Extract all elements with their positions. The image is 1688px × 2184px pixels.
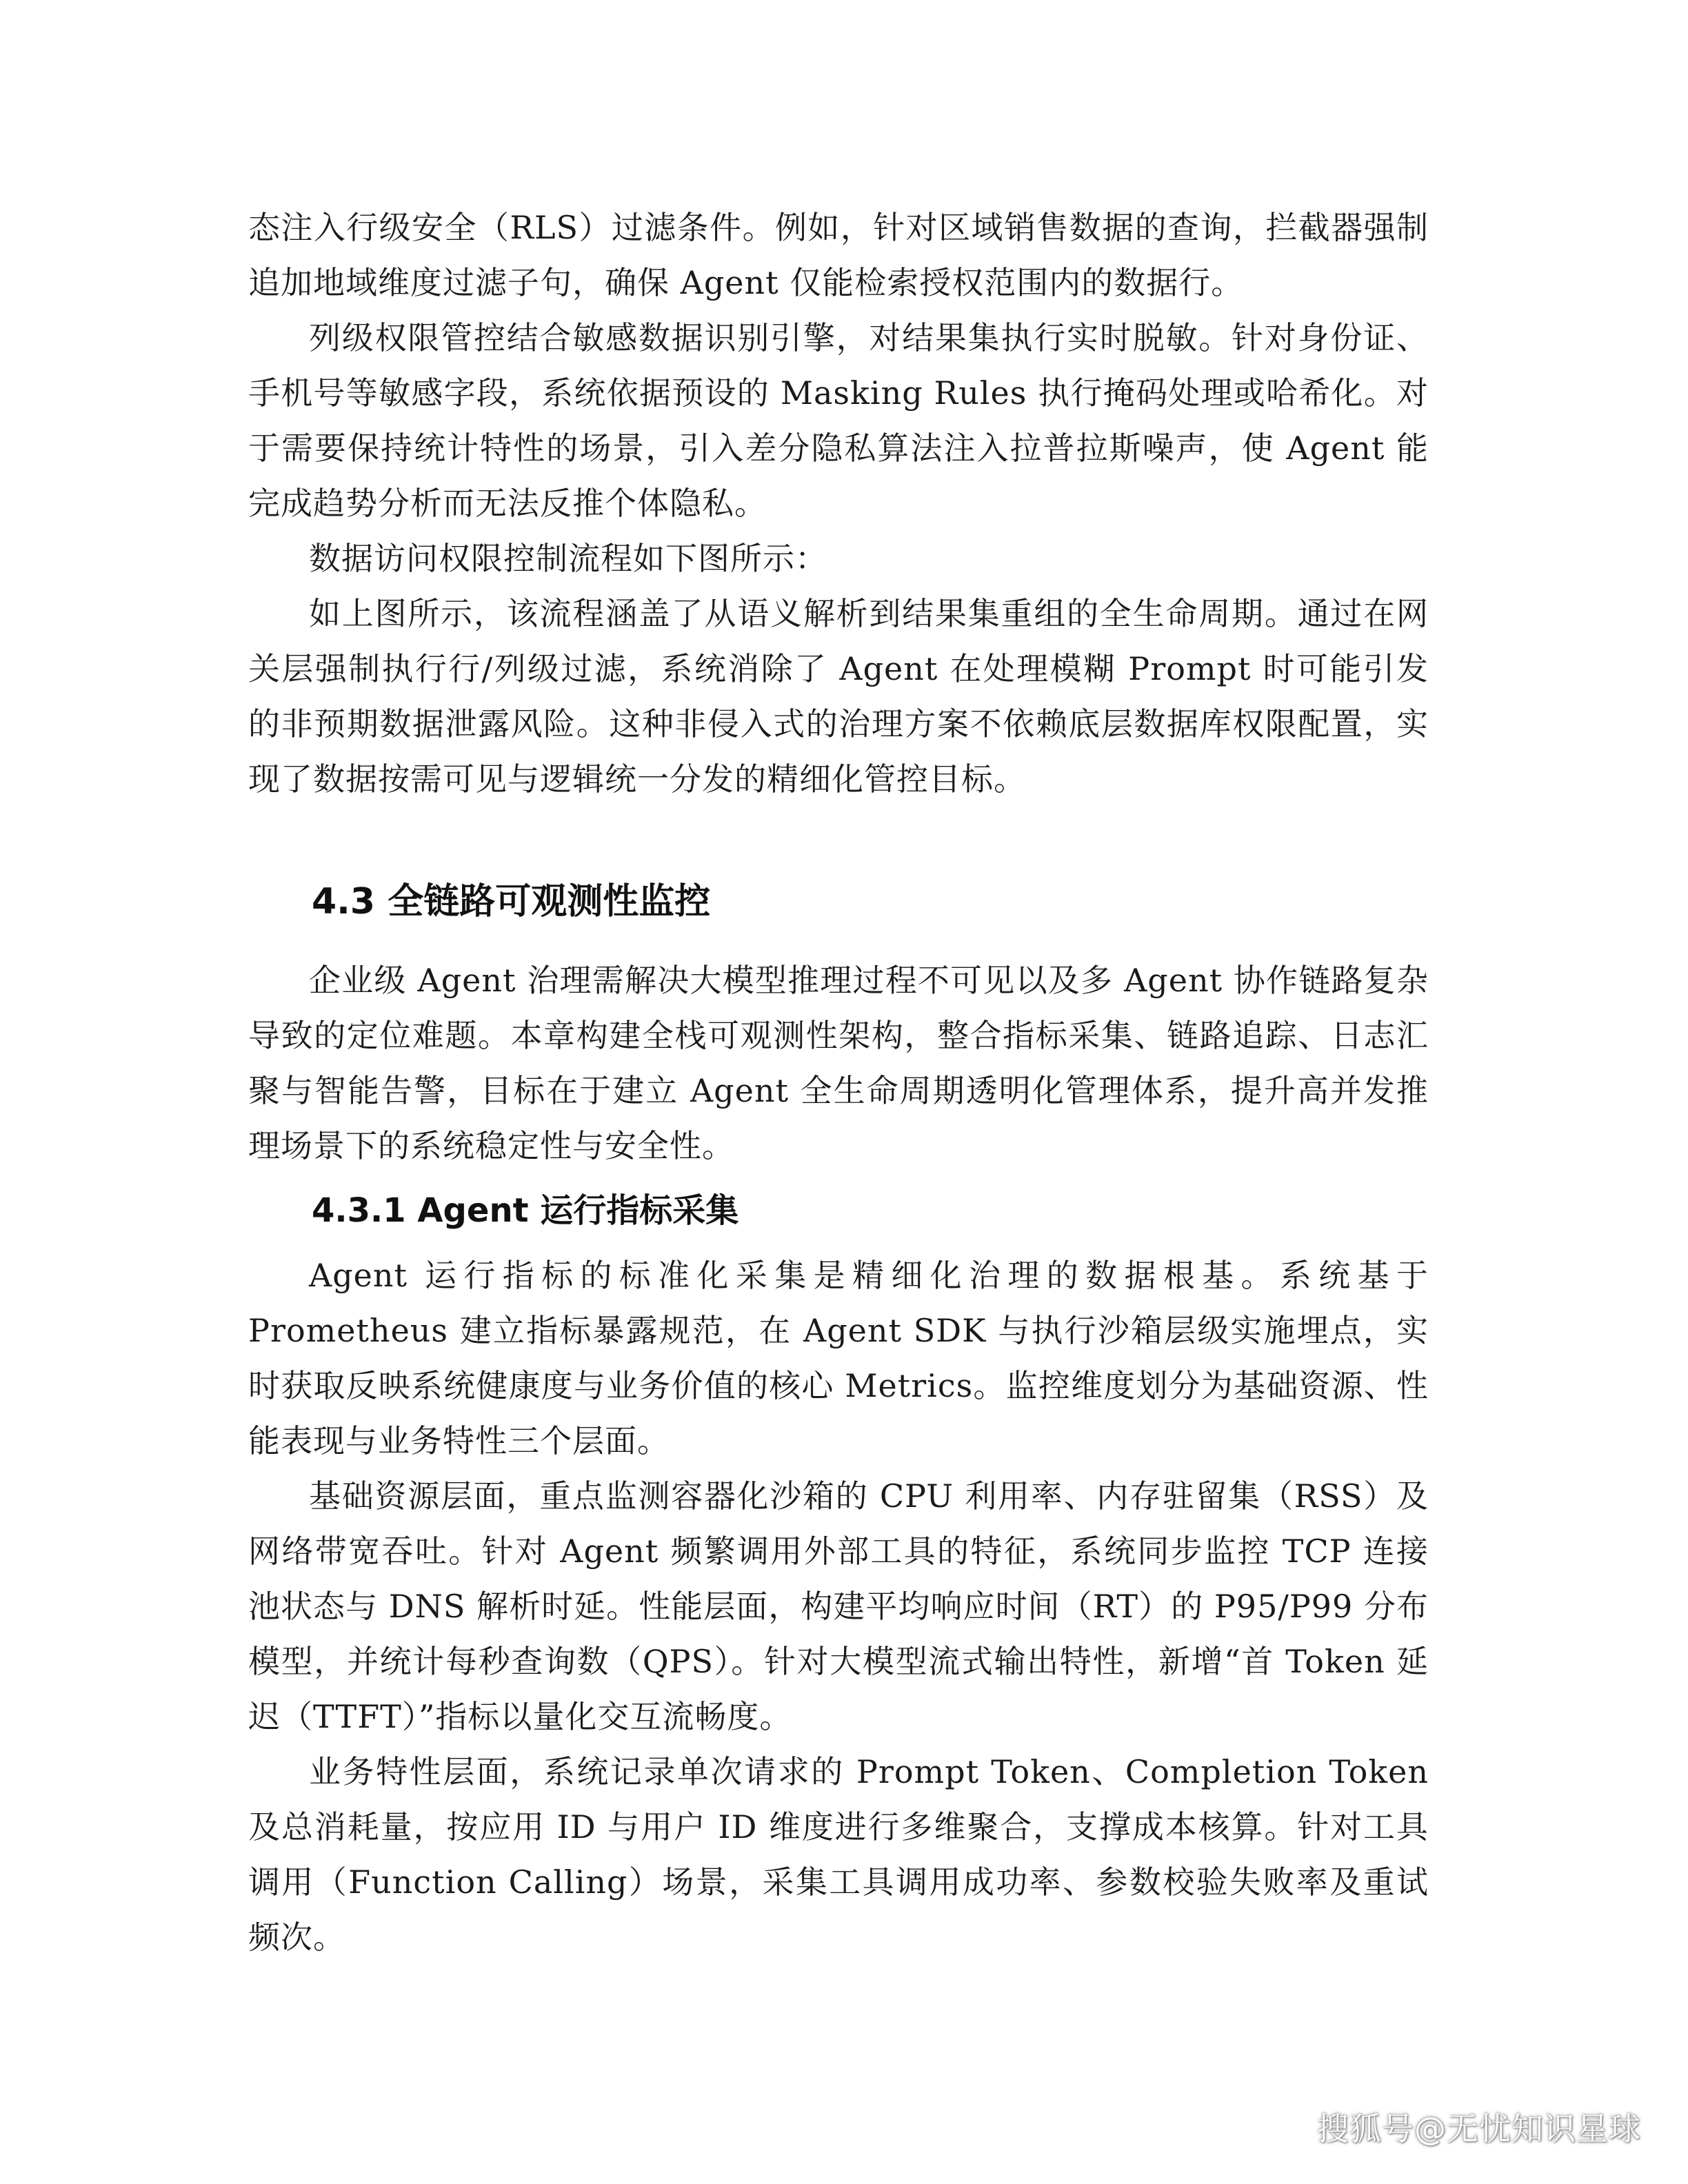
- paragraph-metrics-foundation: Agent 运行指标的标准化采集是精细化治理的数据根基。系统基于 Prometheus 建立指标暴露规范，在 Agent SDK 与执行沙箱层级实施埋点，实时获取反映系统健康度与业务价值的核心 Metrics。监控维度划分为基础资源、性能表现与业务特性三个层面。: [248, 1257, 1429, 1459]
- paragraph-column-masking: 列级权限管控结合敏感数据识别引擎，对结果集执行实时脱敏。针对身份证、手机号等敏感字段，系统依据预设的 Masking Rules 执行掩码处理或哈希化。对于需要保持统计特性的场景，引入差分隐私算法注入拉普拉斯噪声，使 Agent 能完成趋势分析而无法反推个体隐私。: [248, 319, 1429, 522]
- section-heading-4-3-1: 4.3.1 Agent 运行指标采集: [312, 1191, 739, 1230]
- paragraph-figure-summary: 如上图所示，该流程涵盖了从语义解析到结果集重组的全生命周期。通过在网关层强制执行行/列级过滤，系统消除了 Agent 在处理模糊 Prompt 时可能引发的非预期数据泄露风险。这种非侵入式的治理方案不依赖底层数据库权限配置，实现了数据按需可见与逻辑统一分发的精细化管控目标。: [248, 595, 1429, 798]
- paragraph-figure-intro: 数据访问权限控制流程如下图所示：: [309, 540, 827, 577]
- watermark-text: 搜狐号@无忧知识星球: [1317, 2110, 1641, 2147]
- section-heading-4-3: 4.3 全链路可观测性监控: [312, 881, 711, 922]
- paragraph-resource-metrics: 基础资源层面，重点监测容器化沙箱的 CPU 利用率、内存驻留集（RSS）及网络带宽吞吐。针对 Agent 频繁调用外部工具的特征，系统同步监控 TCP 连接池状态与 DNS 解析时延。性能层面，构建平均响应时间（RT）的 P95/P99 分布模型，并统计每秒查询数（QPS）。针对大模型流式输出特性，新增“首 Token 延迟（TTFT）”指标以量化交互流畅度。: [248, 1477, 1429, 1735]
- document-body: [248, 200, 1429, 1965]
- paragraph-rls-filter: 态注入行级安全（RLS）过滤条件。例如，针对区域销售数据的查询，拦截器强制追加地域维度过滤子句，确保 Agent 仅能检索授权范围内的数据行。: [248, 209, 1429, 301]
- paragraph-observability-intro: 企业级 Agent 治理需解决大模型推理过程不可见以及多 Agent 协作链路复杂导致的定位难题。本章构建全栈可观测性架构，整合指标采集、链路追踪、日志汇聚与智能告警，目标在于建立 Agent 全生命周期透明化管理体系，提升高并发推理场景下的系统稳定性与安全性。: [248, 962, 1429, 1164]
- paragraph-business-metrics: 业务特性层面，系统记录单次请求的 Prompt Token、Completion Token 及总消耗量，按应用 ID 与用户 ID 维度进行多维聚合，支撑成本核算。针对工具调用（Function Calling）场景，采集工具调用成功率、参数校验失败率及重试频次。: [248, 1753, 1429, 1956]
